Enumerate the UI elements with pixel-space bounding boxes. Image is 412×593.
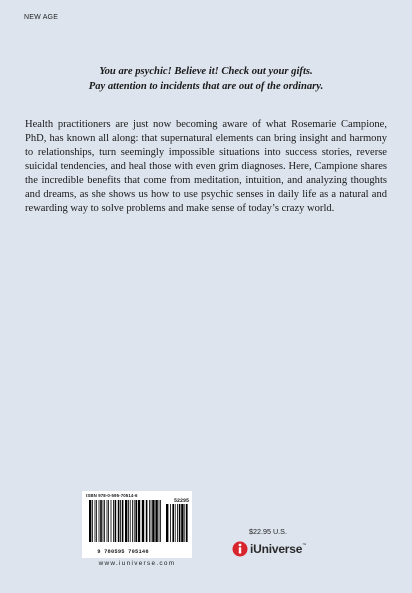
barcode-bar xyxy=(149,500,150,542)
barcode-bar xyxy=(95,500,96,542)
barcode-bar xyxy=(134,500,135,542)
barcode-bar xyxy=(103,500,104,542)
barcode-bar xyxy=(125,500,127,542)
barcode-bar xyxy=(128,500,129,542)
barcode-bar xyxy=(118,500,120,542)
barcode-bar xyxy=(130,500,131,542)
barcode-bar xyxy=(175,504,176,542)
barcode-bar xyxy=(92,500,93,542)
barcode-bar xyxy=(113,500,114,542)
publisher-logo xyxy=(232,539,306,559)
tagline-line-1: You are psychic! Believe it! Check out your gifts. xyxy=(99,66,313,77)
barcode-bar xyxy=(122,500,124,542)
publisher-name: iUniverse™ xyxy=(250,542,307,556)
barcode-bar xyxy=(181,504,183,542)
barcode-bar xyxy=(120,500,121,542)
price-barcode xyxy=(166,504,189,542)
barcode-bar xyxy=(115,500,117,542)
iuniverse-logo-icon xyxy=(232,541,248,557)
barcode-bar xyxy=(146,500,148,542)
barcode-bar xyxy=(155,500,157,542)
barcode-bar xyxy=(111,500,112,542)
retail-price: $22.95 U.S. xyxy=(249,527,287,536)
barcode-bar xyxy=(152,500,154,542)
barcode-bar xyxy=(108,500,109,542)
barcode-bar xyxy=(186,504,188,542)
barcode-bar xyxy=(177,504,178,542)
book-description: Health practitioners are just now becoming aware of what Rosemarie Campione, PhD, has known all along: that supernatural elements can bring insight and harmony to relationships, turn seemingly impossible situations into success stories, reverse suicidal tendencies, and heal those with even grim diagnoses. Here, Campione shares the incredible benefits that come from meditation, intuition, and analyzing thoughts and dreams, as she shows us how to use psychic senses in daily life as a natural and rewarding way to solve problems and make sense of today’s crazy world. xyxy=(25,119,387,214)
price-code: 52295 xyxy=(173,498,189,504)
barcode-bar xyxy=(89,500,91,542)
isbn-digits: 9 780595 705146 xyxy=(97,549,149,555)
barcode-bar xyxy=(159,500,160,542)
barcode-bar xyxy=(132,500,133,542)
barcode-bar xyxy=(166,504,168,542)
tagline xyxy=(30,65,382,94)
barcode-bar xyxy=(151,500,152,542)
barcode-bar xyxy=(138,500,140,542)
isbn-label: ISBN 978-0-595-70514-6 xyxy=(86,493,138,498)
barcode-bar xyxy=(99,500,100,542)
publisher-website: www.iuniverse.com xyxy=(98,560,176,567)
barcode-bar xyxy=(104,500,105,542)
barcode-bar xyxy=(96,500,97,542)
barcode-bar xyxy=(142,500,144,542)
ean-barcode xyxy=(89,500,163,542)
barcode-bar xyxy=(184,504,185,542)
tagline-line-2: Pay attention to incidents that are out of the ordinary. xyxy=(88,80,324,92)
barcode-bar xyxy=(100,500,102,542)
barcode-bar xyxy=(170,504,171,542)
barcode-block xyxy=(82,491,192,558)
barcode-bar xyxy=(160,500,161,542)
genre-label: NEW AGE xyxy=(24,14,59,21)
barcode-bar xyxy=(107,500,108,542)
barcode-bar xyxy=(135,500,137,542)
barcode-bar xyxy=(172,504,174,542)
barcode-bar xyxy=(179,504,181,542)
